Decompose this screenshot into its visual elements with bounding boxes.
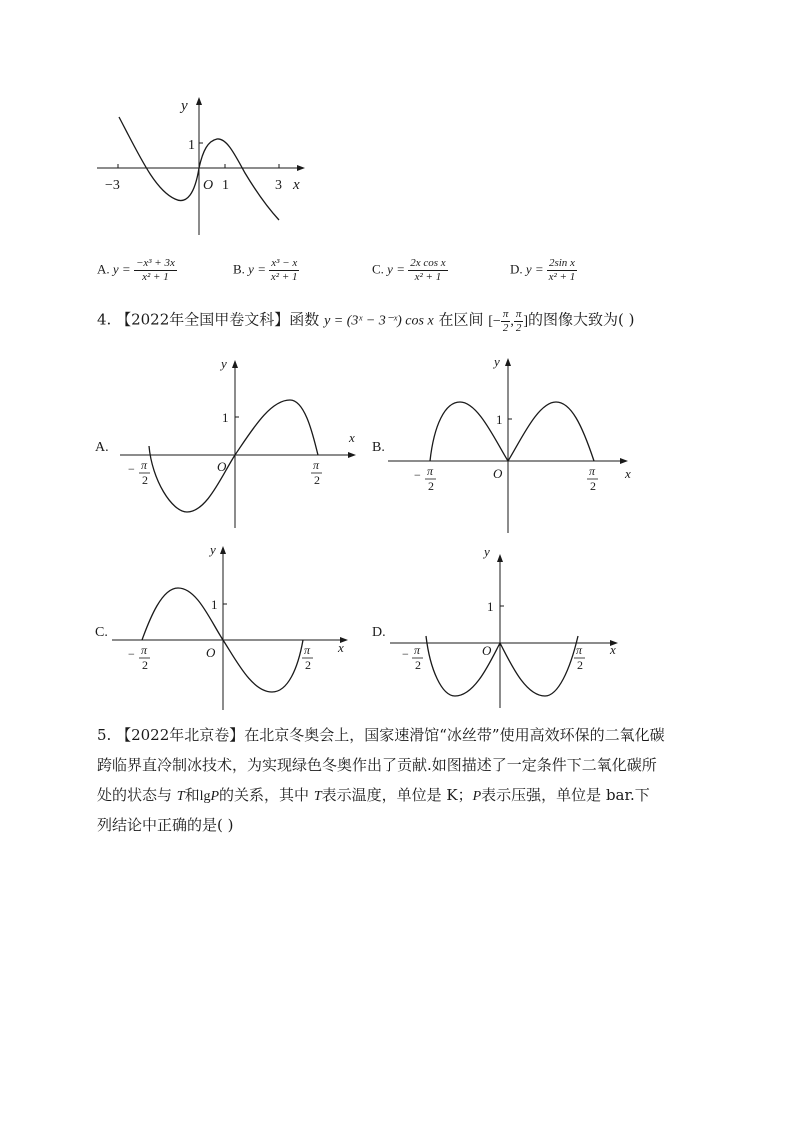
graph-letter: B. bbox=[372, 440, 385, 455]
q3-option-a[interactable] bbox=[97, 257, 177, 284]
svg-text:−: − bbox=[128, 647, 135, 661]
svg-text:x: x bbox=[349, 430, 355, 445]
x-axis-arrow bbox=[348, 452, 356, 458]
stem-text: 的图像大致为( ) bbox=[528, 310, 635, 329]
option-fraction: $\frac{\text{2sin x}}{\text{x² + 1}}$ bbox=[548, 257, 576, 283]
q4-graph-c[interactable] bbox=[92, 540, 362, 715]
svg-text:y: y bbox=[494, 354, 500, 369]
q3-option-c[interactable] bbox=[372, 257, 448, 284]
y-axis-arrow bbox=[505, 358, 511, 366]
svg-text:1: 1 bbox=[211, 597, 218, 612]
svg-text:y: y bbox=[221, 356, 227, 371]
option-letter: D. bbox=[510, 261, 523, 277]
graph-letter: C. bbox=[95, 625, 108, 640]
svg-text:π: π bbox=[589, 464, 596, 478]
svg-text:π: π bbox=[427, 464, 434, 478]
svg-text:2: 2 bbox=[305, 658, 311, 672]
svg-text:−: − bbox=[402, 647, 409, 661]
option-fraction: $\frac{\text{−x³ + 3x}}{\text{x² + 1}}$ bbox=[135, 257, 175, 283]
svg-text:x: x bbox=[610, 642, 616, 657]
svg-text:x: x bbox=[338, 640, 344, 655]
q3-option-d[interactable] bbox=[510, 257, 577, 284]
q5-line-2: 跨临界直冷制冰技术，为实现绿色冬奥作出了贡献.如图描述了一定条件下二氧化碳所 bbox=[97, 756, 657, 774]
q4-graph-d[interactable] bbox=[370, 540, 630, 710]
svg-text:O: O bbox=[217, 459, 227, 474]
option-letter: A. bbox=[97, 261, 110, 277]
svg-text:−: − bbox=[128, 462, 135, 476]
option-letter: B. bbox=[233, 261, 245, 277]
curve-d bbox=[426, 636, 578, 696]
svg-text:π: π bbox=[576, 643, 583, 657]
x-axis-arrow bbox=[297, 165, 305, 171]
option-lhs: y = bbox=[112, 261, 131, 277]
svg-text:2: 2 bbox=[142, 658, 148, 672]
stem-text: 函数 bbox=[289, 310, 320, 329]
y-axis-arrow bbox=[232, 360, 238, 368]
q4-stem bbox=[97, 308, 635, 335]
svg-text:y: y bbox=[484, 544, 490, 559]
y-tick-1: 1 bbox=[188, 138, 195, 153]
svg-text:1: 1 bbox=[487, 599, 494, 614]
q5-line-4: 列结论中正确的是( ) bbox=[97, 816, 234, 834]
q5-line-3: 处的状态与 T和lgP的关系，其中 T表示温度，单位是 K；P表示压强，单位是 bar.下 bbox=[97, 786, 650, 804]
option-lhs: y = bbox=[248, 261, 266, 277]
x-tick-neg3: −3 bbox=[105, 178, 120, 193]
svg-text:2: 2 bbox=[142, 473, 148, 487]
svg-text:π: π bbox=[313, 458, 320, 472]
svg-text:2: 2 bbox=[590, 479, 596, 493]
stem-text: 在区间 bbox=[438, 310, 484, 329]
y-label: y bbox=[181, 98, 188, 114]
origin-label: O bbox=[203, 178, 214, 193]
svg-text:π: π bbox=[141, 643, 148, 657]
question-source: 【2022年全国甲卷文科】 bbox=[116, 310, 290, 329]
svg-text:y: y bbox=[210, 542, 216, 557]
svg-text:x: x bbox=[625, 466, 631, 481]
svg-text:π: π bbox=[414, 643, 421, 657]
svg-text:−: − bbox=[414, 468, 421, 482]
function-expression: y = (3ˣ − 3⁻ˣ) cos x bbox=[324, 313, 434, 329]
svg-text:2: 2 bbox=[415, 658, 421, 672]
option-lhs: y = bbox=[525, 261, 544, 277]
q3-cubic-graph bbox=[95, 95, 310, 240]
svg-text:O: O bbox=[206, 645, 216, 660]
svg-text:1: 1 bbox=[496, 412, 503, 427]
y-axis-arrow bbox=[497, 554, 503, 562]
y-axis-arrow bbox=[220, 546, 226, 554]
svg-text:1: 1 bbox=[222, 410, 229, 425]
svg-text:2: 2 bbox=[428, 479, 434, 493]
option-fraction: $\frac{\text{x³ − x}}{\text{x² + 1}}$ bbox=[270, 257, 298, 283]
svg-text:O: O bbox=[493, 466, 503, 481]
x-axis-arrow bbox=[620, 458, 628, 464]
q3-option-b[interactable] bbox=[233, 257, 299, 284]
graph-letter: D. bbox=[372, 625, 386, 640]
graph-letter: A. bbox=[95, 440, 109, 455]
curve-b bbox=[430, 402, 594, 461]
q4-graph-b[interactable] bbox=[370, 350, 640, 540]
option-fraction: $\frac{\text{2x cos x}}{\text{x² + 1}}$ bbox=[410, 257, 446, 283]
q5-line-1: 5. 【2022年北京卷】在北京冬奥会上，国家速滑馆“冰丝带”使用高效环保的二氧化碳 bbox=[97, 726, 665, 744]
svg-text:2: 2 bbox=[577, 658, 583, 672]
question-number: 4. bbox=[97, 310, 112, 329]
svg-text:O: O bbox=[482, 643, 492, 658]
x-tick-1: 1 bbox=[222, 178, 229, 193]
x-tick-3: 3 bbox=[275, 178, 282, 193]
q4-graph-a[interactable] bbox=[92, 350, 372, 535]
svg-text:2: 2 bbox=[314, 473, 320, 487]
interval: [− $\frac{\pi}{2}$ , $\frac{\pi}{2}$ ] bbox=[488, 308, 529, 334]
svg-text:π: π bbox=[141, 458, 148, 472]
svg-text:π: π bbox=[304, 643, 311, 657]
x-label: x bbox=[293, 177, 300, 193]
option-lhs: y = bbox=[387, 261, 405, 277]
option-letter: C. bbox=[372, 261, 384, 277]
y-axis-arrow bbox=[196, 97, 202, 105]
curve-a bbox=[149, 400, 318, 512]
